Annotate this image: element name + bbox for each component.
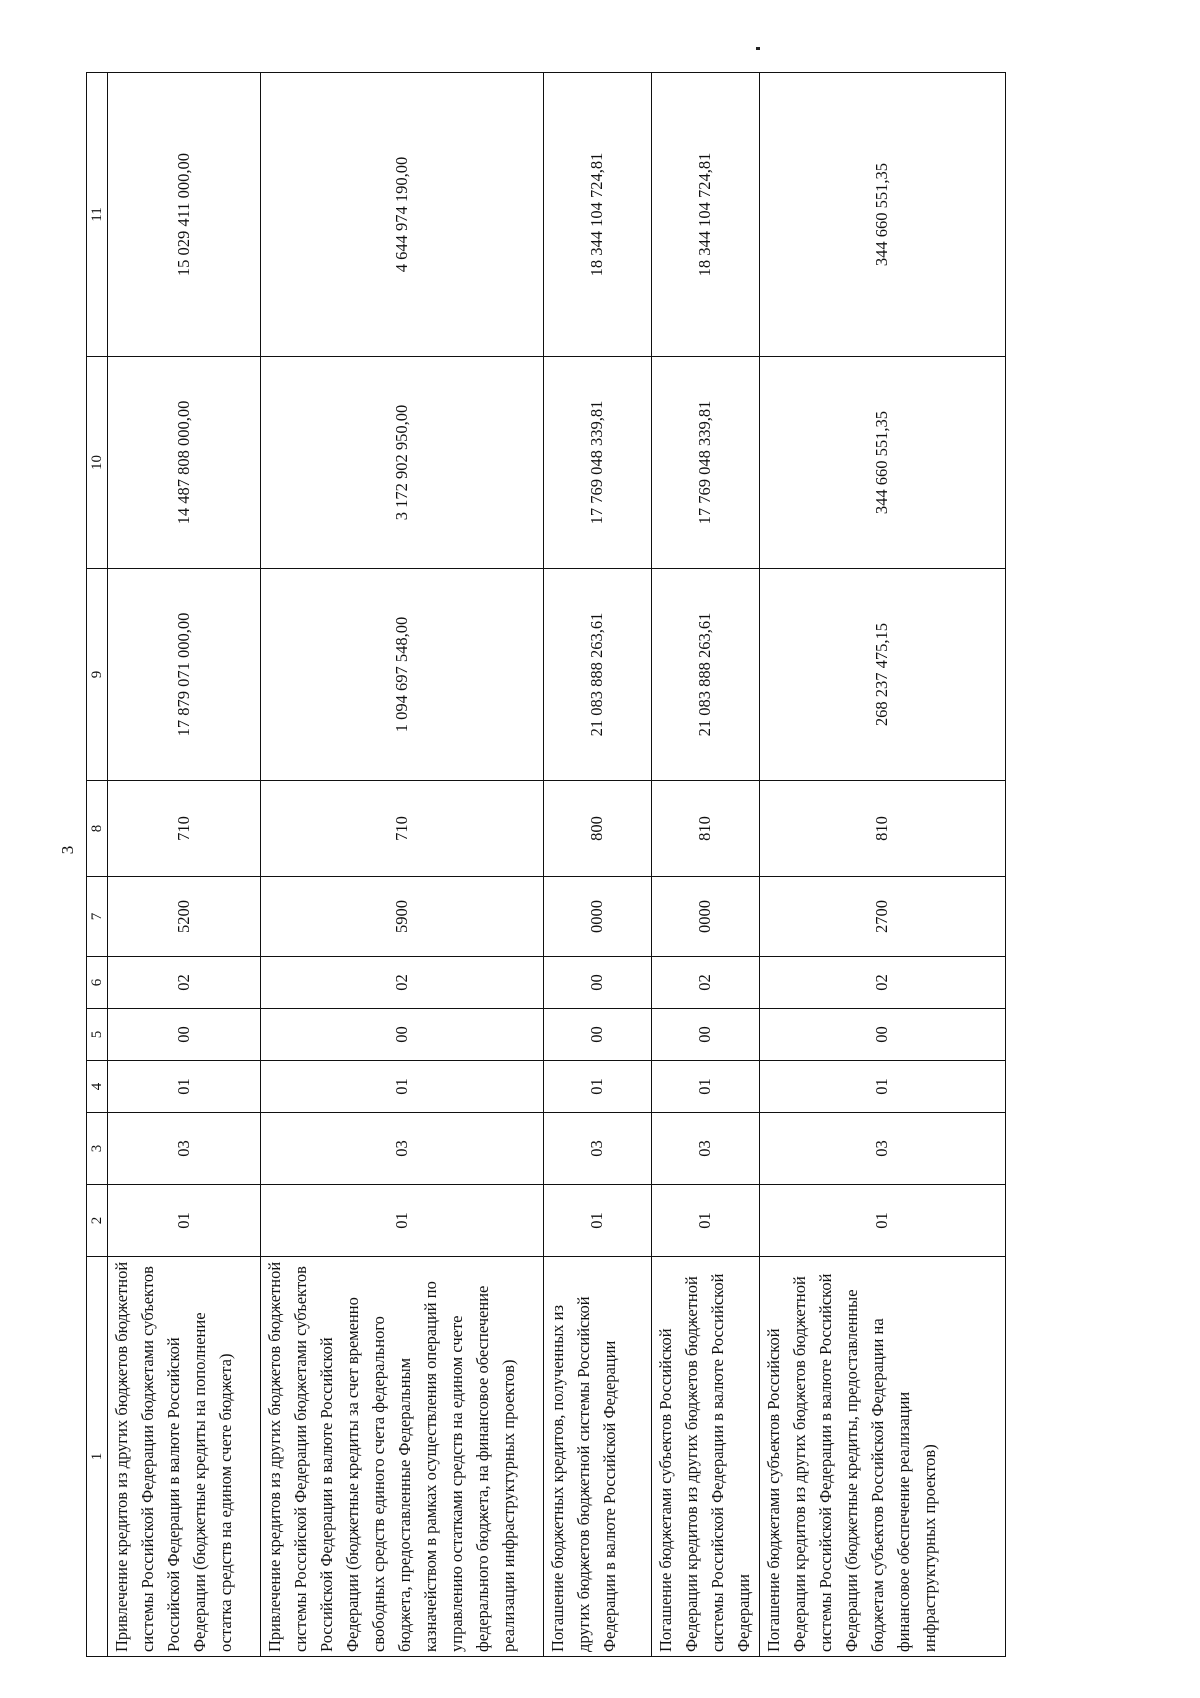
code-cell: 03: [759, 1113, 1005, 1185]
code-cell: 810: [651, 781, 759, 877]
column-header: 3: [87, 1113, 108, 1185]
amount-cell: 18 344 104 724,81: [651, 73, 759, 357]
column-header: 8: [87, 781, 108, 877]
code-cell: 810: [759, 781, 1005, 877]
amount-cell: 17 879 071 000,00: [108, 569, 261, 781]
code-cell: 710: [260, 781, 543, 877]
amount-cell: 18 344 104 724,81: [543, 73, 651, 357]
table-row: [260, 73, 543, 1657]
code-cell: 0000: [543, 877, 651, 957]
table-row: [108, 73, 261, 1657]
scan-speck: [756, 47, 760, 50]
row-description: Привлечение кредитов из других бюджетов бюджетной системы Российской Федерации бюджетами субъектов Российской Федерации в валюте Российской Федерации (бюджетные кредиты на пополнение остатка средств на едином счете бюджета): [108, 1257, 261, 1657]
code-cell: 01: [543, 1061, 651, 1113]
code-cell: 00: [543, 957, 651, 1009]
amount-cell: 21 083 888 263,61: [543, 569, 651, 781]
row-description: Погашение бюджетами субъектов Российской Федерации кредитов из других бюджетов бюджетной системы Российской Федерации в валюте Российской Федерации (бюджетные кредиты, предоставленные бюджетам субъектов Российской Федерации на финансовое обеспечение реализации инфраструктурных проектов): [759, 1257, 1005, 1657]
column-header: 4: [87, 1061, 108, 1113]
code-cell: 01: [260, 1185, 543, 1257]
row-description: Погашение бюджетами субъектов Российской Федерации кредитов из других бюджетов бюджетной системы Российской Федерации в валюте Российской Федерации: [651, 1257, 759, 1657]
amount-cell: 17 769 048 339,81: [651, 357, 759, 569]
column-header: 5: [87, 1009, 108, 1061]
code-cell: 03: [651, 1113, 759, 1185]
code-cell: 02: [759, 957, 1005, 1009]
code-cell: 02: [260, 957, 543, 1009]
code-cell: 01: [759, 1185, 1005, 1257]
column-header: 11: [87, 73, 108, 357]
table-row: [651, 73, 759, 1657]
code-cell: 03: [108, 1113, 261, 1185]
column-header: 2: [87, 1185, 108, 1257]
table-row: [543, 73, 651, 1657]
code-cell: 01: [759, 1061, 1005, 1113]
amount-cell: 4 644 974 190,00: [260, 73, 543, 357]
table-row: [759, 73, 1005, 1657]
header-row: [87, 73, 108, 1657]
code-cell: 00: [759, 1009, 1005, 1061]
code-cell: 01: [651, 1185, 759, 1257]
amount-cell: 15 029 411 000,00: [108, 73, 261, 357]
budget-sources-table: [86, 72, 1006, 1657]
column-header: 7: [87, 877, 108, 957]
code-cell: 710: [108, 781, 261, 877]
column-header: 10: [87, 357, 108, 569]
code-cell: 00: [260, 1009, 543, 1061]
amount-cell: 344 660 551,35: [759, 73, 1005, 357]
code-cell: 2700: [759, 877, 1005, 957]
column-header: 9: [87, 569, 108, 781]
amount-cell: 1 094 697 548,00: [260, 569, 543, 781]
amount-cell: 3 172 902 950,00: [260, 357, 543, 569]
code-cell: 03: [260, 1113, 543, 1185]
column-header: 6: [87, 957, 108, 1009]
amount-cell: 344 660 551,35: [759, 357, 1005, 569]
code-cell: 00: [543, 1009, 651, 1061]
code-cell: 01: [651, 1061, 759, 1113]
code-cell: 00: [651, 1009, 759, 1061]
code-cell: 01: [260, 1061, 543, 1113]
amount-cell: 21 083 888 263,61: [651, 569, 759, 781]
code-cell: 01: [108, 1185, 261, 1257]
code-cell: 03: [543, 1113, 651, 1185]
amount-cell: 14 487 808 000,00: [108, 357, 261, 569]
row-description: Привлечение кредитов из других бюджетов бюджетной системы Российской Федерации бюджетами субъектов Российской Федерации в валюте Российской Федерации (бюджетные кредиты за счет временно свободных средств единого счета федерального бюджета, предоставленные Федеральным казначейством в рамках осуществления операций по управлению остатками средств на едином счете федерального бюджета, на финансовое обеспечение реализации инфраструктурных проектов): [260, 1257, 543, 1657]
row-description: Погашение бюджетных кредитов, полученных из других бюджетов бюджетной системы Российской Федерации в валюте Российской Федерации: [543, 1257, 651, 1657]
rotated-table-container: [86, 73, 1006, 1657]
code-cell: 02: [108, 957, 261, 1009]
code-cell: 01: [108, 1061, 261, 1113]
code-cell: 01: [543, 1185, 651, 1257]
amount-cell: 17 769 048 339,81: [543, 357, 651, 569]
code-cell: 5900: [260, 877, 543, 957]
column-header: 1: [87, 1257, 108, 1657]
code-cell: 800: [543, 781, 651, 877]
code-cell: 5200: [108, 877, 261, 957]
code-cell: 02: [651, 957, 759, 1009]
code-cell: 0000: [651, 877, 759, 957]
amount-cell: 268 237 475,15: [759, 569, 1005, 781]
code-cell: 00: [108, 1009, 261, 1061]
page-number: 3: [58, 845, 77, 855]
